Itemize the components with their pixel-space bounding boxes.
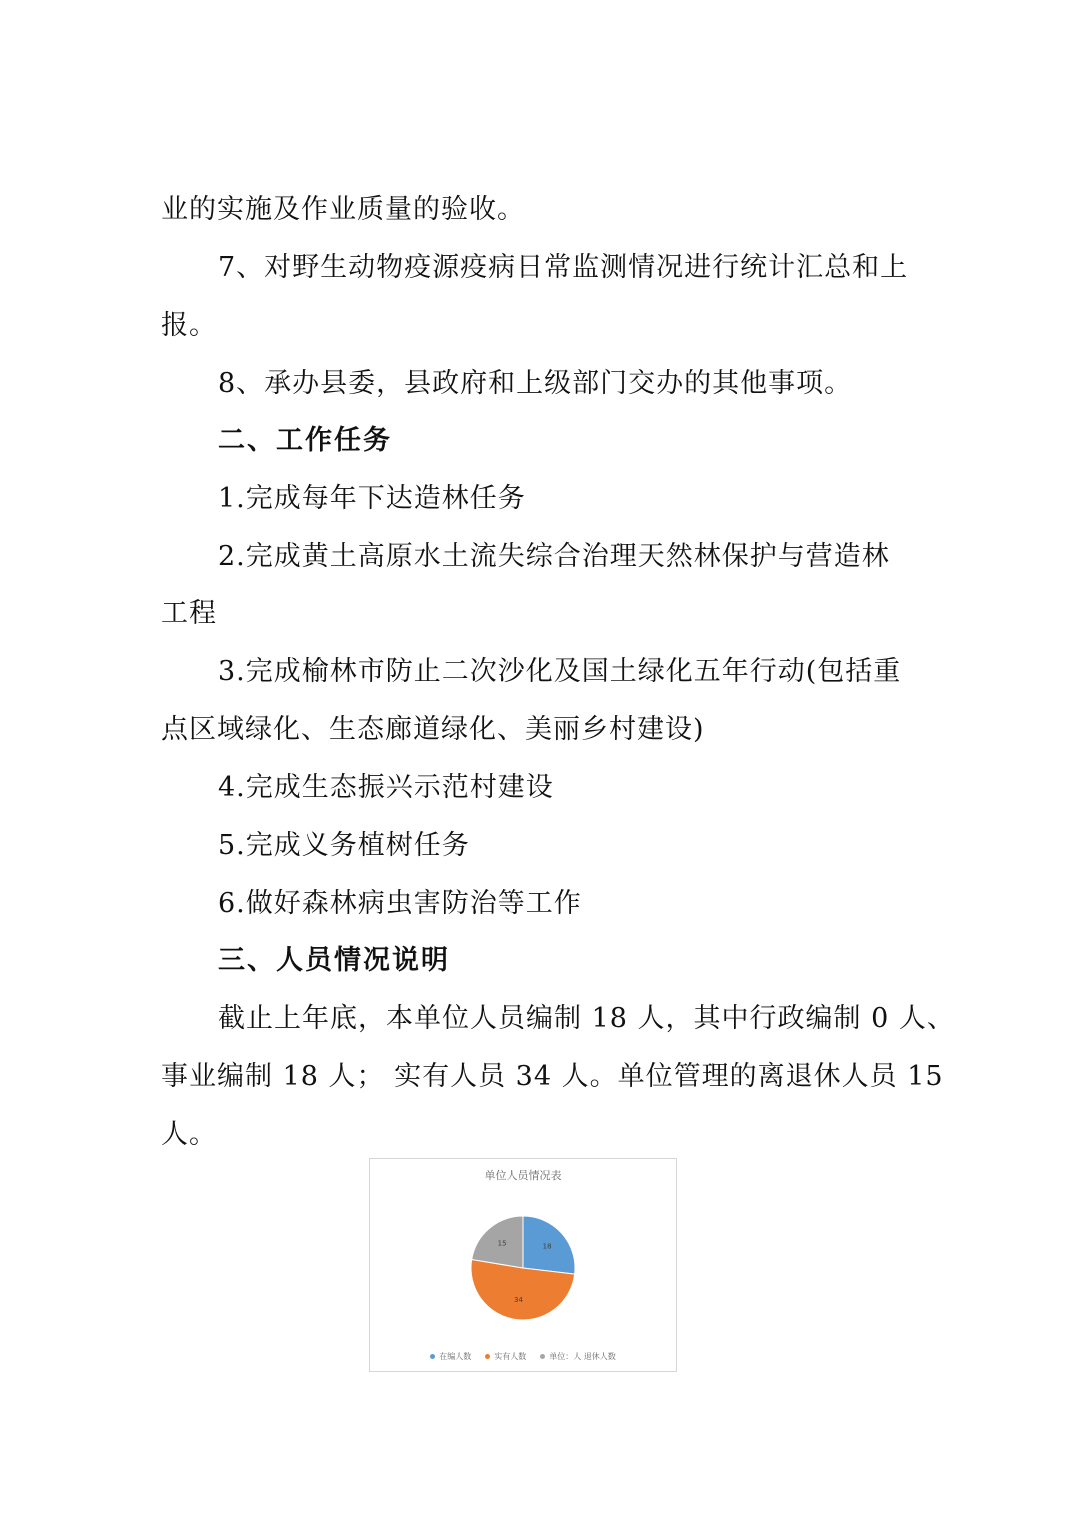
task-item: 1.完成每年下达造林任务 (218, 483, 526, 514)
staff-pie-chart (369, 1158, 677, 1372)
task-item: 3.完成榆林市防止二次沙化及国土绿化五年行动(包括重 (218, 656, 902, 687)
task-item-continuation: 工程 (161, 598, 217, 629)
task-item: 6.做好森林病虫害防治等工作 (218, 888, 582, 919)
pie-chart-svg (370, 1159, 676, 1349)
legend-item (540, 1351, 616, 1362)
body-text-line: 7、对野生动物疫源疫病日常监测情况进行统计汇总和上 (218, 252, 909, 283)
legend-dot-icon (485, 1354, 490, 1359)
body-text-line: 业的实施及作业质量的验收。 (161, 194, 525, 225)
body-text-line: 报。 (161, 310, 217, 341)
section-heading: 二、工作任务 (218, 425, 392, 456)
legend-item (430, 1351, 471, 1362)
body-text-line: 事业编制 18 人； 实有人员 34 人。单位管理的离退休人员 15 (161, 1061, 944, 1092)
pie-data-label: 34 (514, 1295, 523, 1304)
body-text-line: 人。 (161, 1119, 217, 1150)
legend-dot-icon (430, 1354, 435, 1359)
section-heading: 三、人员情况说明 (218, 945, 450, 976)
chart-title: 单位人员情况表 (484, 1169, 562, 1182)
legend-item (485, 1351, 526, 1362)
legend-label: 实有人数 (494, 1352, 527, 1361)
pie-data-label: 15 (497, 1239, 507, 1248)
chart-legend (370, 1351, 676, 1362)
task-item: 2.完成黄土高原水土流失综合治理天然林保护与营造林 (218, 541, 890, 572)
legend-label: 单位：人 退休人数 (549, 1352, 616, 1361)
body-text-line: 8、承办县委，县政府和上级部门交办的其他事项。 (218, 368, 853, 399)
body-text-line: 截止上年底，本单位人员编制 18 人，其中行政编制 0 人、 (218, 1003, 955, 1034)
task-item: 5.完成义务植树任务 (218, 830, 470, 861)
task-item: 4.完成生态振兴示范村建设 (218, 772, 554, 803)
pie-data-label: 18 (542, 1242, 552, 1251)
task-item-continuation: 点区域绿化、生态廊道绿化、美丽乡村建设) (161, 714, 705, 745)
legend-dot-icon (540, 1354, 545, 1359)
legend-label: 在编人数 (439, 1352, 472, 1361)
